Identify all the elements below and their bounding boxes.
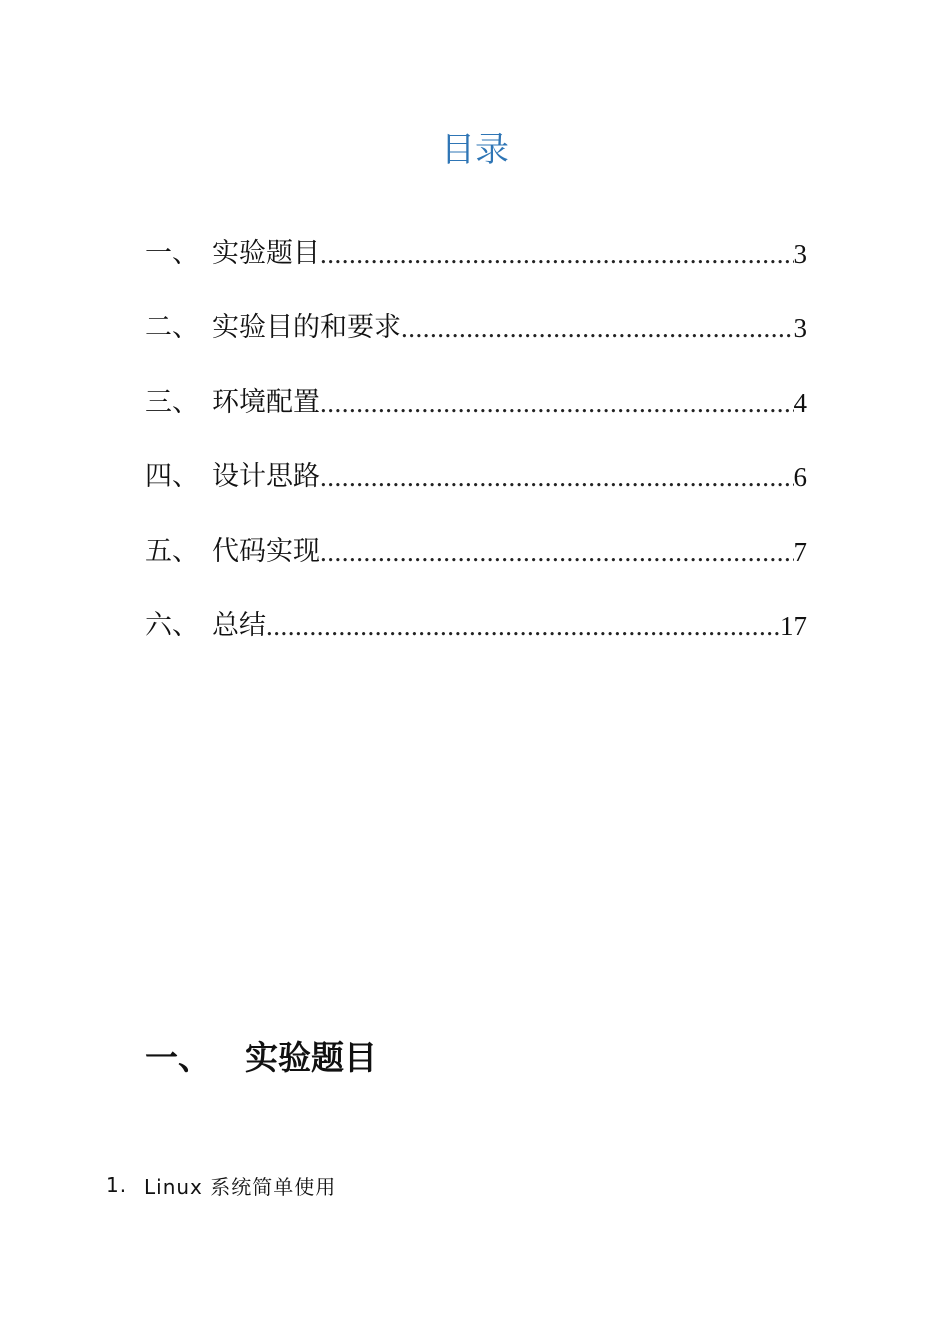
toc-dot-leader xyxy=(320,453,794,501)
section-title: 实验题目 xyxy=(245,1037,377,1077)
toc-entry-number: 四、 xyxy=(145,461,199,492)
toc-entry-page: 3 xyxy=(793,239,807,269)
toc-entry-5[interactable] xyxy=(145,528,807,576)
toc-entry-page: 4 xyxy=(793,388,807,418)
toc-entry-number: 五、 xyxy=(145,536,199,567)
toc-entry-text: 总结 xyxy=(212,610,266,641)
toc-dot-leader xyxy=(320,379,794,427)
section-number: 一、 xyxy=(145,1037,211,1077)
toc-dot-leader xyxy=(401,304,794,352)
list-item-number: 1. xyxy=(106,1173,128,1197)
toc-dot-leader xyxy=(266,602,780,650)
toc-entry-number: 三、 xyxy=(145,387,199,418)
toc-entry-2[interactable] xyxy=(145,304,807,352)
toc-entry-text: 实验目的和要求 xyxy=(212,312,401,343)
toc-entry-text: 环境配置 xyxy=(212,387,320,418)
toc-title: 目录 xyxy=(441,130,509,170)
toc-entry-number: 二、 xyxy=(145,312,199,343)
list-item xyxy=(106,1170,336,1200)
toc-entry-page: 17 xyxy=(780,611,807,641)
toc-entry-number: 六、 xyxy=(145,610,199,641)
toc-dot-leader xyxy=(320,528,794,576)
toc-entry-number: 一、 xyxy=(145,238,199,269)
toc-entry-3[interactable] xyxy=(145,379,807,427)
section-heading xyxy=(145,1030,377,1080)
toc-entry-6[interactable] xyxy=(145,602,807,650)
list-item-text: Linux 系统简单使用 xyxy=(144,1174,337,1199)
toc-entry-1[interactable] xyxy=(145,230,807,278)
toc-entry-page: 7 xyxy=(793,537,807,567)
toc-dot-leader xyxy=(320,230,794,278)
toc-entry-text: 实验题目 xyxy=(212,238,320,269)
toc-entry-text: 代码实现 xyxy=(212,536,320,567)
toc-entry-page: 3 xyxy=(793,313,807,343)
toc-entry-text: 设计思路 xyxy=(212,461,320,492)
toc-entry-page: 6 xyxy=(793,462,807,492)
toc-entry-4[interactable] xyxy=(145,453,807,501)
